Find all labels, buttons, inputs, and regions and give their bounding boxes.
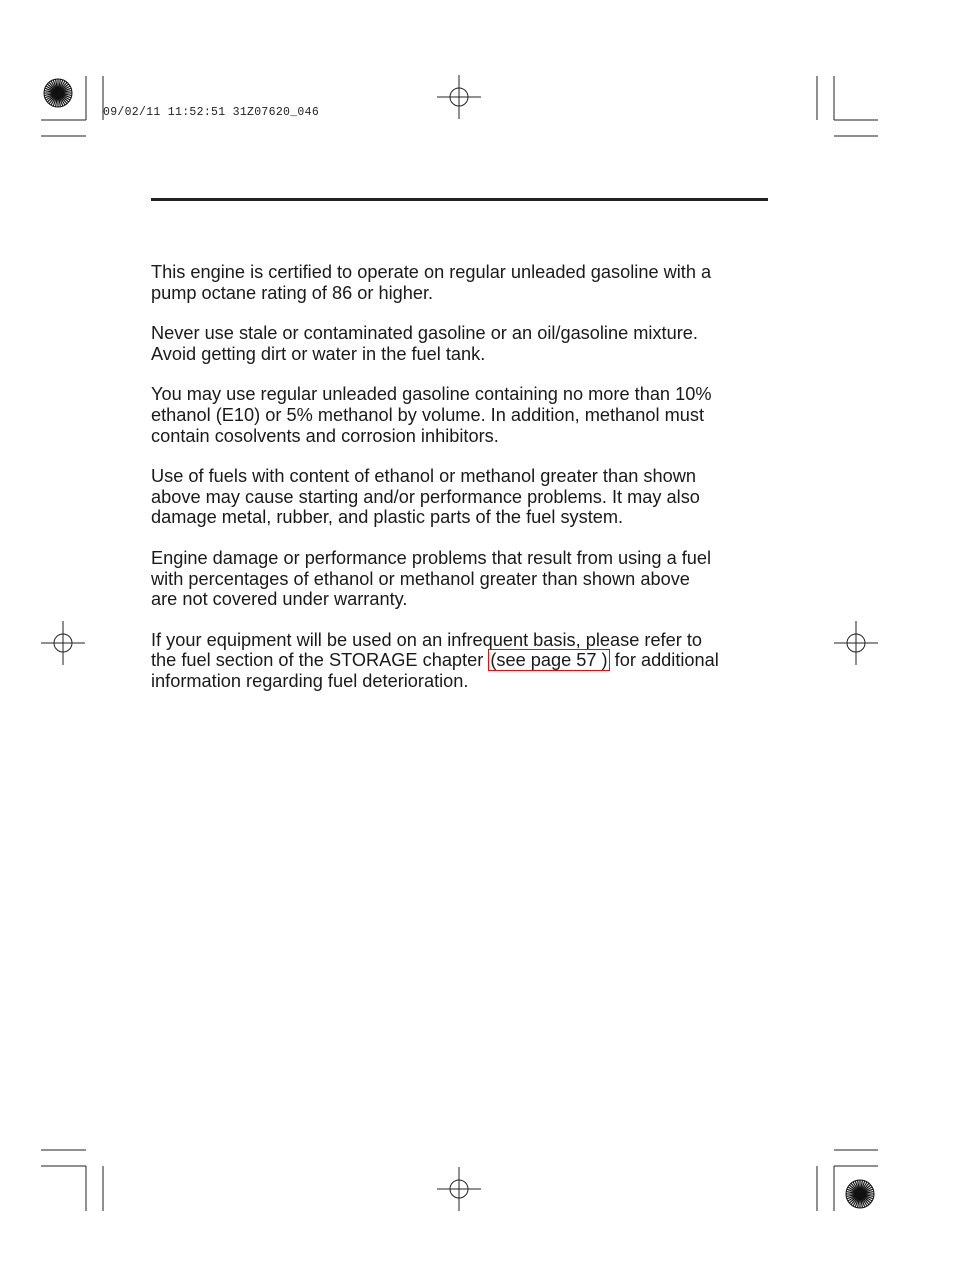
crosshair-icon <box>834 621 878 665</box>
paragraph-ethanol-limits: You may use regular unleaded gasoline containing no more than 10% ethanol (E10) or 5% methanol by volume. In addition, methanol must contain cosolvents and corrosion inhibitors. <box>151 384 712 446</box>
crosshair-icon <box>437 75 481 119</box>
crosshair-icon <box>41 621 85 665</box>
section-top-rule <box>151 198 768 201</box>
paragraph-storage-reference <box>151 630 771 692</box>
storage-reference-lead-text: If your equipment will be used on an infrequent basis, please refer to the fuel section of the STORAGE chapter <box>151 629 703 671</box>
crop-mark-top-left <box>41 76 103 136</box>
sunburst-target-icon <box>846 1180 874 1208</box>
storage-reference-trail-text: for additional information regarding fuel deterioration. <box>151 650 719 691</box>
see-page-link[interactable]: (see page 57 ) <box>490 650 608 671</box>
paragraph-certified-fuel: This engine is certified to operate on regular unleaded gasoline with a pump octane rating of 86 or higher. <box>151 262 712 303</box>
crop-mark-top-right <box>817 76 878 136</box>
sunburst-target-icon <box>44 79 72 107</box>
fuel-recommendations-body <box>151 262 771 712</box>
crop-mark-bottom-left <box>41 1150 103 1211</box>
print-timestamp-stamp: 09/02/11 11:52:51 31Z07620_046 <box>103 106 320 119</box>
paragraph-fuel-content-problems: Use of fuels with content of ethanol or methanol greater than shown above may cause starting and/or performance problems. It may also damage metal, rubber, and plastic parts of the fuel system. <box>151 466 700 528</box>
paragraph-stale-fuel-warning: Never use stale or contaminated gasoline or an oil/gasoline mixture. Avoid getting dirt or water in the fuel tank. <box>151 323 698 364</box>
paragraph-warranty-exclusion: Engine damage or performance problems that result from using a fuel with percentages of ethanol or methanol greater than shown above are not covered under warranty. <box>151 547 712 610</box>
crosshair-icon <box>437 1167 481 1211</box>
